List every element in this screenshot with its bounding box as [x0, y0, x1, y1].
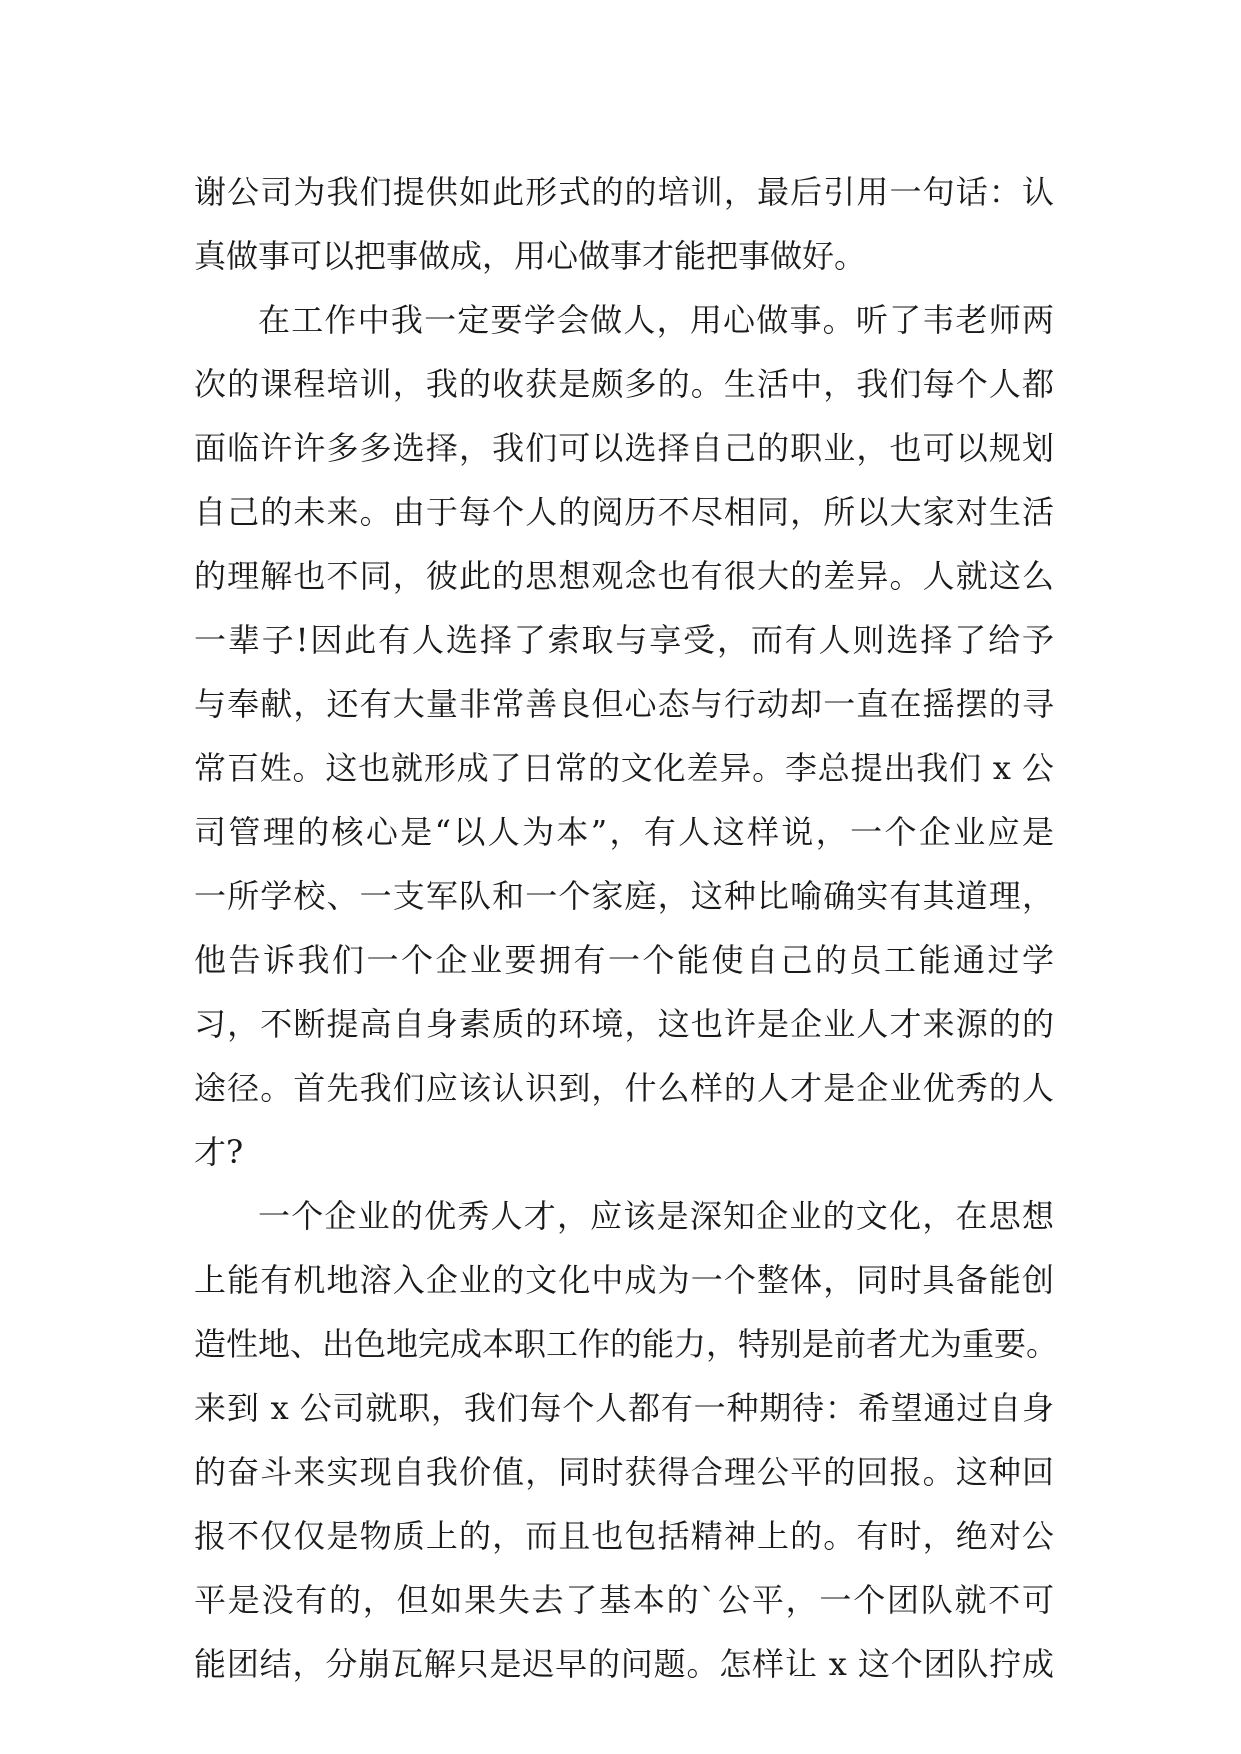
- text-line: 一个企业的优秀人才，应该是深知企业的文化，在思想: [258, 1197, 1054, 1235]
- body-text: [194, 160, 1059, 1696]
- text-line: 常百姓。这也就形成了日常的文化差异。李总提出我们 x 公: [194, 749, 1054, 787]
- paragraph-1: [194, 160, 1054, 288]
- text-line: 来到 x 公司就职，我们每个人都有一种期待：希望通过自身: [194, 1389, 1054, 1427]
- text-line: 自己的未来。由于每个人的阅历不尽相同，所以大家对生活: [194, 493, 1054, 531]
- text-line: 才?: [194, 1133, 244, 1171]
- text-line: 上能有机地溶入企业的文化中成为一个整体，同时具备能创: [194, 1261, 1054, 1299]
- text-line: 真做事可以把事做成，用心做事才能把事做好。: [194, 237, 867, 275]
- text-line: 平是没有的，但如果失去了基本的`公平，一个团队就不可: [194, 1581, 1054, 1619]
- text-line: 他告诉我们一个企业要拥有一个能使自己的员工能通过学: [194, 941, 1054, 979]
- text-line: 司管理的核心是“以人为本”，有人这样说，一个企业应是: [194, 813, 1054, 851]
- text-line: 在工作中我一定要学会做人，用心做事。听了韦老师两: [258, 301, 1054, 339]
- text-line: 途径。首先我们应该认识到，什么样的人才是企业优秀的人: [194, 1069, 1054, 1107]
- text-line: 习，不断提高自身素质的环境，这也许是企业人才来源的的: [194, 1005, 1054, 1043]
- paragraph-3: [194, 1184, 1059, 1696]
- text-line: 谢公司为我们提供如此形式的的培训，最后引用一句话：认: [194, 173, 1054, 211]
- text-line: 的理解也不同，彼此的思想观念也有很大的差异。人就这么: [194, 557, 1054, 595]
- text-line: 的奋斗来实现自我价值，同时获得合理公平的回报。这种回: [194, 1453, 1054, 1491]
- text-line: 次的课程培训，我的收获是颇多的。生活中，我们每个人都: [194, 365, 1054, 403]
- text-line: 一辈子!因此有人选择了索取与享受，而有人则选择了给予: [194, 621, 1054, 659]
- paragraph-2: [194, 288, 1054, 1184]
- text-line: 报不仅仅是物质上的，而且也包括精神上的。有时，绝对公: [194, 1517, 1054, 1555]
- text-line: 能团结，分崩瓦解只是迟早的问题。怎样让 x 这个团队拧成: [194, 1645, 1054, 1683]
- text-line: 造性地、出色地完成本职工作的能力，特别是前者尤为重要。: [194, 1325, 1059, 1363]
- text-line: 一所学校、一支军队和一个家庭，这种比喻确实有其道理，: [194, 877, 1054, 915]
- text-line: 与奉献，还有大量非常善良但心态与行动却一直在摇摆的寻: [194, 685, 1054, 723]
- text-line: 面临许许多多选择，我们可以选择自己的职业，也可以规划: [194, 429, 1054, 467]
